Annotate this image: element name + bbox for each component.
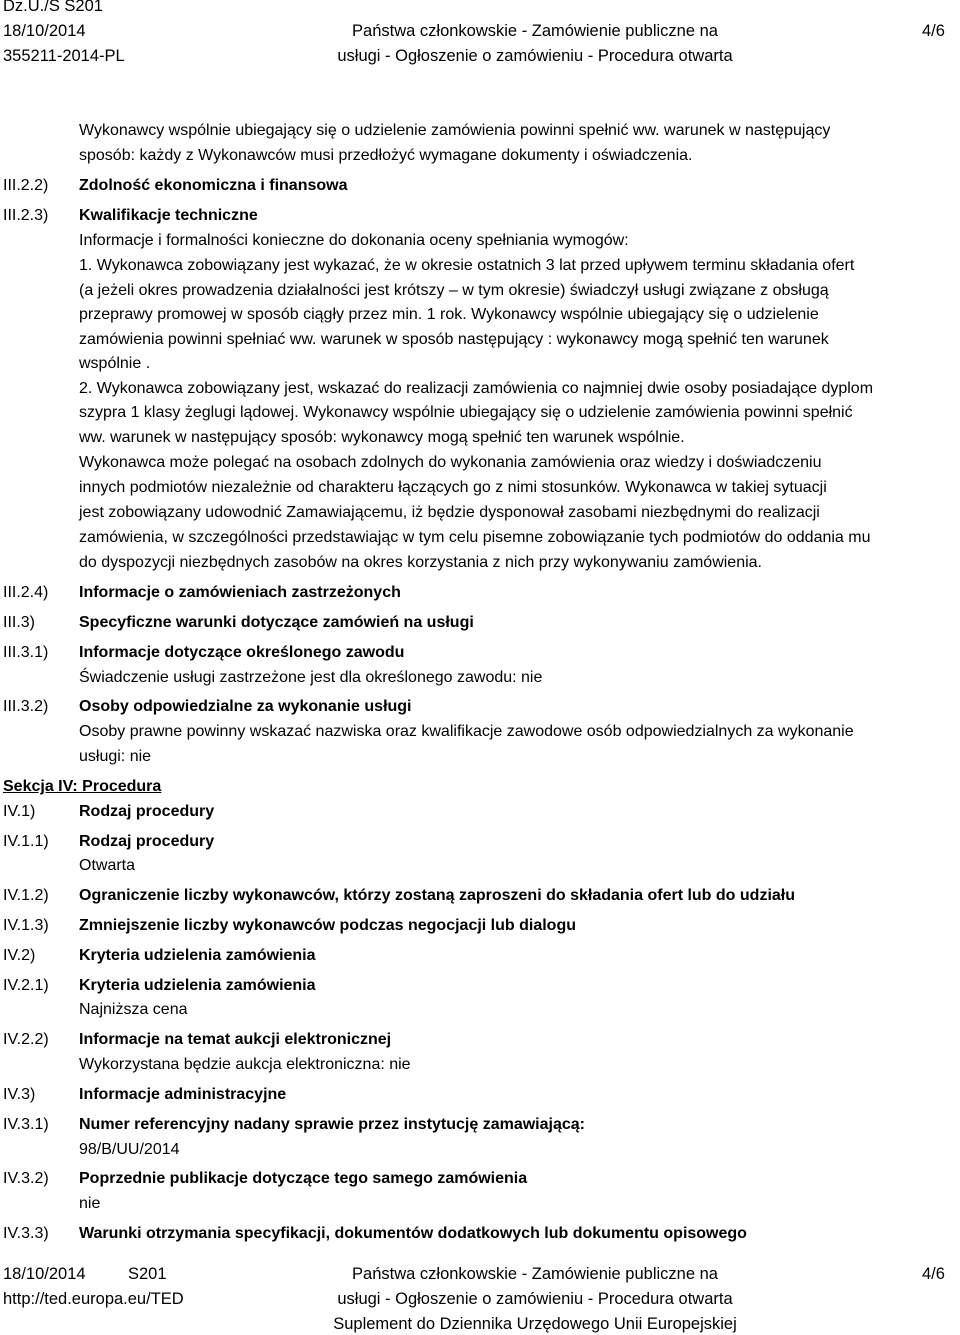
section-text: Świadczenie usługi zastrzeżone jest dla określonego zawodu: nie <box>79 669 543 686</box>
section-heading: Zmniejszenie liczby wykonawców podczas negocjacji lub dialogu <box>79 917 576 934</box>
section-text: 98/B/UU/2014 <box>79 1141 180 1158</box>
section-number: III.3.2) <box>3 698 49 715</box>
body-line: jest zobowiązany udowodnić Zamawiającemu, iż będzie dysponował zasobami niezbędnymi do realizacji <box>79 504 820 521</box>
footer-date: 18/10/2014 <box>3 1265 86 1283</box>
footer-title-line3: Suplement do Dziennika Urzędowego Unii Europejskiej <box>333 1315 737 1333</box>
body-line: ww. warunek w następujący sposób: wykonawcy mogą spełnić ten warunek wspólnie. <box>79 429 685 446</box>
section-heading: Rodzaj procedury <box>79 803 215 820</box>
body-line: szypra 1 klasy żeglugi lądowej. Wykonawcy wspólnie ubiegający się o udzielenie zamówienia powinni spełnić <box>79 404 853 421</box>
body-line: 2. Wykonawca zobowiązany jest, wskazać do realizacji zamówienia co najmniej dwie osoby posiadające dyplom <box>79 380 874 397</box>
section-iv-title: Sekcja IV: Procedura <box>3 778 162 795</box>
section-number: IV.1.3) <box>3 917 49 934</box>
section-text: Osoby prawne powinny wskazać nazwiska oraz kwalifikacje zawodowe osób odpowiedzialnych za wykonanie <box>79 723 854 740</box>
section-text: usługi: nie <box>79 748 152 765</box>
intro-line: Wykonawcy wspólnie ubiegający się o udzielenie zamówienia powinni spełnić ww. warunek w następujący <box>79 122 831 139</box>
footer-issue: S201 <box>128 1265 167 1283</box>
section-text: Wykorzystana będzie aukcja elektroniczna: nie <box>79 1056 411 1073</box>
header-title-line1: Państwa członkowskie - Zamówienie publiczne na <box>352 22 718 40</box>
section-heading: Osoby odpowiedzialne za wykonanie usługi <box>79 698 412 715</box>
section-number: III.3.1) <box>3 644 49 661</box>
section-heading: Kryteria udzielenia zamówienia <box>79 977 316 994</box>
section-number: IV.3.2) <box>3 1170 49 1187</box>
body-line: 1. Wykonawca zobowiązany jest wykazać, że w okresie ostatnich 3 lat przed upływem terminu składania ofert <box>79 257 855 274</box>
section-heading: Informacje administracyjne <box>79 1086 287 1103</box>
section-heading: Poprzednie publikacje dotyczące tego samego zamówienia <box>79 1170 528 1187</box>
section-number: III.2.2) <box>3 177 49 194</box>
footer-url-link[interactable]: http://ted.europa.eu/TED <box>3 1290 184 1308</box>
header-date: 18/10/2014 <box>3 22 86 40</box>
section-heading: Specyficzne warunki dotyczące zamówień na usługi <box>79 614 474 631</box>
section-text: nie <box>79 1195 101 1212</box>
footer-title-line2: usługi - Ogłoszenie o zamówieniu - Procedura otwarta <box>337 1290 733 1308</box>
body-line: zamówienia, w szczególności przedstawiając w tym celu pisemne zobowiązanie tych podmiotów do oddania mu <box>79 529 871 546</box>
section-heading: Informacje na temat aukcji elektronicznej <box>79 1031 392 1048</box>
section-number: III.2.3) <box>3 207 49 224</box>
section-number: IV.3) <box>3 1086 36 1103</box>
body-line: (a jeżeli okres prowadzenia działalności jest krótszy – w tym okresie) świadczył usługi związane z obsługą <box>79 282 829 299</box>
section-heading: Informacje o zamówieniach zastrzeżonych <box>79 584 401 601</box>
section-heading: Kwalifikacje techniczne <box>79 207 258 224</box>
section-heading: Warunki otrzymania specyfikacji, dokumentów dodatkowych lub dokumentu opisowego <box>79 1225 747 1242</box>
section-heading: Informacje dotyczące określonego zawodu <box>79 644 405 661</box>
section-heading: Rodzaj procedury <box>79 833 215 850</box>
section-number: IV.3.3) <box>3 1225 49 1242</box>
section-number: III.3) <box>3 614 36 631</box>
section-number: IV.1) <box>3 803 36 820</box>
body-line: do dyspozycji niezbędnych zasobów na okres korzystania z nich przy wykonywaniu zamówienia. <box>79 554 762 571</box>
section-number: IV.1.2) <box>3 887 49 904</box>
header-page-number: 4/6 <box>922 22 945 40</box>
body-line: przeprawy promowej w sposób ciągły przez min. 1 rok. Wykonawcy wspólnie ubiegający się o udzielenie <box>79 306 819 323</box>
section-number: IV.2) <box>3 947 36 964</box>
section-heading: Kryteria udzielenia zamówienia <box>79 947 316 964</box>
body-line: Wykonawca może polegać na osobach zdolnych do wykonania zamówienia oraz wiedzy i doświadczeniu <box>79 454 822 471</box>
section-heading: Ograniczenie liczby wykonawców, którzy zostaną zaproszeni do składania ofert lub do udziału <box>79 887 795 904</box>
section-heading: Zdolność ekonomiczna i finansowa <box>79 177 348 194</box>
section-text: Otwarta <box>79 857 136 874</box>
document-number: 355211-2014-PL <box>3 47 125 65</box>
section-number: IV.2.1) <box>3 977 49 994</box>
section-number: IV.1.1) <box>3 833 49 850</box>
section-number: III.2.4) <box>3 584 49 601</box>
body-line: zamówienia powinni spełniać ww. warunek w sposób następujący : wykonawcy mogą spełnić ten warunek <box>79 331 829 348</box>
section-heading: Numer referencyjny nadany sprawie przez instytucję zamawiającą: <box>79 1116 585 1133</box>
journal-ref: Dz.U./S S201 <box>3 0 103 15</box>
section-number: IV.3.1) <box>3 1116 49 1133</box>
intro-line: sposób: każdy z Wykonawców musi przedłożyć wymagane dokumenty i oświadczenia. <box>79 147 693 164</box>
body-line: innych podmiotów niezależnie od charakteru łączących go z nimi stosunków. Wykonawca w takiej sytuacji <box>79 479 827 496</box>
section-number: IV.2.2) <box>3 1031 49 1048</box>
footer-title-line1: Państwa członkowskie - Zamówienie publiczne na <box>352 1265 718 1283</box>
body-line: wspólnie . <box>79 355 151 372</box>
info-label: Informacje i formalności konieczne do dokonania oceny spełniania wymogów: <box>79 232 629 249</box>
section-text: Najniższa cena <box>79 1001 188 1018</box>
footer-page-number: 4/6 <box>922 1265 945 1283</box>
header-title-line2: usługi - Ogłoszenie o zamówieniu - Procedura otwarta <box>337 47 733 65</box>
